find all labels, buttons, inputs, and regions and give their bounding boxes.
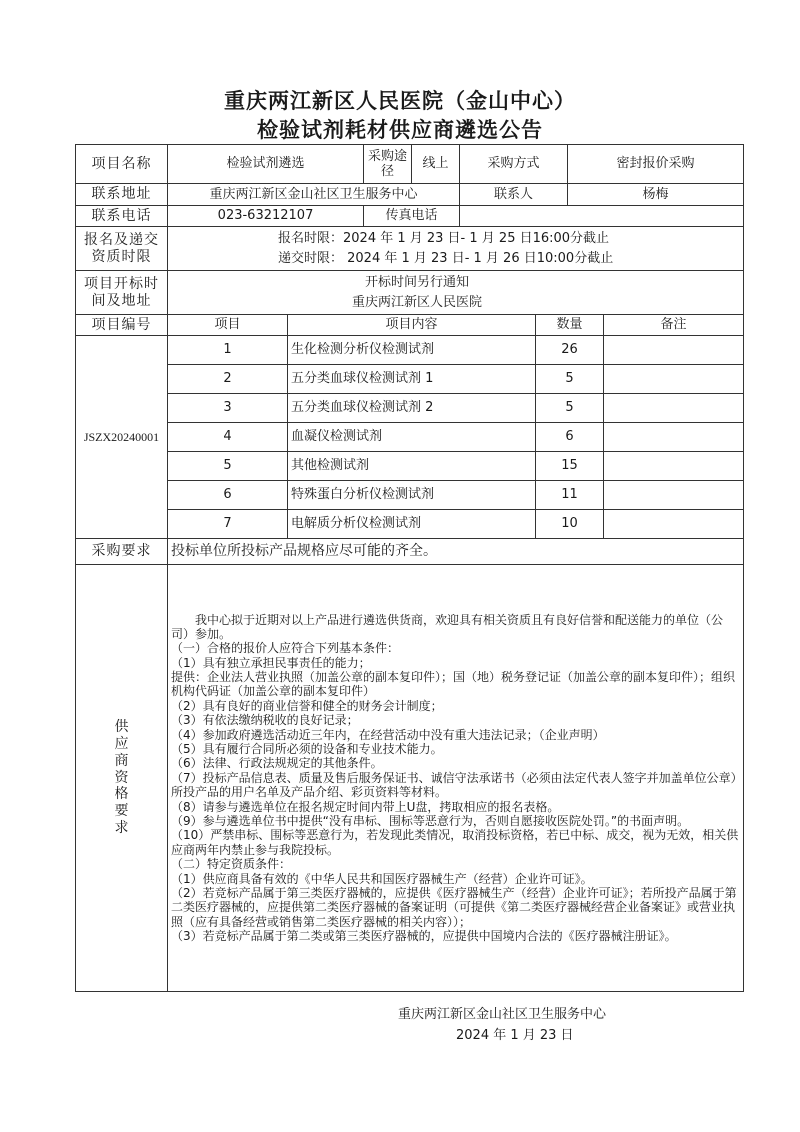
address-row xyxy=(76,184,744,206)
supplier-req-label xyxy=(76,565,168,992)
supplier-req-label-text xyxy=(79,719,164,837)
phone-value: 023-63212107 xyxy=(168,206,364,227)
procurement-channel-value: 线上 xyxy=(412,145,460,184)
item-no: 6 xyxy=(168,481,288,510)
procurement-method-label: 采购方式 xyxy=(460,145,568,184)
item-content: 血凝仪检测试剂 xyxy=(288,423,536,452)
supplier-req-label-char: 求 xyxy=(114,819,129,836)
item-content: 生化检测分析仪检测试剂 xyxy=(288,336,536,365)
supplier-req-label-char: 商 xyxy=(114,752,129,769)
item-qty: 5 xyxy=(536,394,604,423)
opening-value xyxy=(168,271,744,315)
phone-row xyxy=(76,206,744,227)
item-no: 1 xyxy=(168,336,288,365)
opening-row xyxy=(76,271,744,315)
req-paragraph: （6）法律、行政法规规定的其他条件。 xyxy=(171,756,383,771)
req-paragraph: 我中心拟于近期对以上产品进行遴选供货商，欢迎具有相关资质且有良好信誉和配送能力的单位（公司）参加。 xyxy=(171,612,724,641)
item-content: 其他检测试剂 xyxy=(288,452,536,481)
table-row xyxy=(76,336,744,365)
item-no: 4 xyxy=(168,423,288,452)
item-content: 特殊蛋白分析仪检测试剂 xyxy=(288,481,536,510)
opening-time: 开标时间另行通知 xyxy=(365,274,470,290)
table-row xyxy=(76,394,744,423)
table-row xyxy=(76,365,744,394)
header-row xyxy=(76,145,744,184)
supplier-req-label-char: 要 xyxy=(114,803,129,820)
opening-place: 重庆两江新区人民医院 xyxy=(352,294,483,310)
req-paragraph: （2）具有良好的商业信誉和健全的财务会计制度； xyxy=(171,698,443,713)
deadline-label: 报名及递交资质时限 xyxy=(76,227,168,271)
supplier-req-label-char: 格 xyxy=(114,786,129,803)
req-paragraph: （一）合格的报价人应符合下列基本条件： xyxy=(171,641,400,656)
purchase-req-text: 投标单位所投标产品规格应尽可能的齐全。 xyxy=(168,539,744,565)
req-paragraph: （1）供应商具备有效的《中华人民共和国医疗器械生产（经营）企业许可证》。 xyxy=(171,871,593,886)
signature-org: 重庆两江新区金山社区卫生服务中心 xyxy=(398,1007,607,1022)
table-row xyxy=(76,510,744,539)
req-paragraph: （1）具有独立承担民事责任的能力； xyxy=(171,655,371,670)
items-note-header: 备注 xyxy=(604,315,744,336)
item-no: 3 xyxy=(168,394,288,423)
req-paragraph: （9）参与遴选单位书中提供“没有串标、围标等恶意行为，否则自愿接收医院处罚。”的书面声明。 xyxy=(171,813,690,828)
item-qty: 5 xyxy=(536,365,604,394)
address-value: 重庆两江新区金山社区卫生服务中心 xyxy=(168,184,460,206)
req-paragraph: （4）参加政府遴选活动近三年内，在经营活动中没有重大违法记录；（企业声明） xyxy=(171,727,605,742)
supplier-req-row xyxy=(76,565,744,992)
item-qty: 11 xyxy=(536,481,604,510)
item-note xyxy=(604,336,744,365)
req-paragraph: （3）若竞标产品属于第二类或第三类医疗器械的，应提供中国境内合法的《医疗器械注册证》。 xyxy=(171,929,677,944)
supplier-req-label-char: 应 xyxy=(114,736,129,752)
req-paragraph: （8）请参与遴选单位在报名规定时间内带上U盘，拷取相应的报名表格。 xyxy=(171,799,560,814)
project-code: JSZX20240001 xyxy=(76,336,168,539)
item-note xyxy=(604,452,744,481)
item-no: 5 xyxy=(168,452,288,481)
req-paragraph: （2）若竞标产品属于第三类医疗器械的，应提供《医疗器械生产（经营）企业许可证》；若所投产品属于第二类医疗器械的，应提供第二类医疗器械的备案证明（可提供《第二类医疗器械经营企业备案证》或营业执照（应有具备经营或销售第二类医疗器械的相关内容））； xyxy=(171,885,737,929)
table-row xyxy=(76,452,744,481)
item-no: 7 xyxy=(168,510,288,539)
req-paragraph: 提供：企业法人营业执照（加盖公章的副本复印件）；国（地）税务登记证（加盖公章的副本复印件）；组织机构代码证（加盖公章的副本复印件） xyxy=(171,670,736,699)
project-name-value: 检验试剂遴选 xyxy=(168,145,364,184)
item-note xyxy=(604,365,744,394)
items-item-header: 项目 xyxy=(168,315,288,336)
items-qty-header: 数量 xyxy=(536,315,604,336)
procurement-method-value: 密封报价采购 xyxy=(568,145,744,184)
purchase-req-label: 采购要求 xyxy=(76,539,168,565)
supplier-req-label-char: 资 xyxy=(114,769,129,786)
item-note xyxy=(604,510,744,539)
item-qty: 15 xyxy=(536,452,604,481)
items-header-row xyxy=(76,315,744,336)
req-paragraph: （二）特定资质条件： xyxy=(171,857,292,872)
submission-deadline: 递交时限： 2024 年 1 月 23 日- 1 月 26 日10:00分截止 xyxy=(278,250,614,266)
opening-label: 项目开标时间及地址 xyxy=(76,271,168,315)
phone-label: 联系电话 xyxy=(76,206,168,227)
item-note xyxy=(604,423,744,452)
item-content: 电解质分析仪检测试剂 xyxy=(288,510,536,539)
signature-date: 2024 年 1 月 23 日 xyxy=(456,1028,574,1043)
req-paragraph: （5）具有履行合同所必须的设备和专业技术能力。 xyxy=(171,742,443,757)
contact-person-value: 杨梅 xyxy=(568,184,744,206)
fax-label: 传真电话 xyxy=(364,206,460,227)
deadline-row xyxy=(76,227,744,271)
item-qty: 10 xyxy=(536,510,604,539)
item-note xyxy=(604,394,744,423)
req-paragraph: （7）投标产品信息表、质量及售后服务保证书、诚信守法承诺书（必须由法定代表人签字并加盖单位公章）所投产品的用户名单及产品介绍、彩页资料等材料。 xyxy=(171,770,737,800)
deadline-value xyxy=(168,227,744,271)
document-title-line1: 重庆两江新区人民医院（金山中心） xyxy=(224,89,576,113)
item-no: 2 xyxy=(168,365,288,394)
address-label: 联系地址 xyxy=(76,184,168,206)
item-content: 五分类血球仪检测试剂 1 xyxy=(288,365,536,394)
announcement-table xyxy=(75,144,744,992)
req-paragraph: （10）严禁串标、围标等恶意行为，若发现此类情况，取消投标资格，若已中标、成交，视为无效，相关供应商两年内禁止参与我院投标。 xyxy=(171,828,739,857)
table-row xyxy=(76,481,744,510)
procurement-channel-label: 采购途径 xyxy=(364,145,412,184)
document-title-line2: 检验试剂耗材供应商遴选公告 xyxy=(257,118,543,142)
registration-deadline: 报名时限：2024 年 1 月 23 日- 1 月 25 日16:00分截止 xyxy=(278,230,610,246)
items-code-header: 项目编号 xyxy=(76,315,168,336)
item-qty: 26 xyxy=(536,336,604,365)
fax-value xyxy=(460,206,744,227)
table-row xyxy=(76,423,744,452)
purchase-req-row xyxy=(76,539,744,565)
project-name-label: 项目名称 xyxy=(76,145,168,184)
req-paragraph: （3）有依法缴纳税收的良好记录； xyxy=(171,713,359,728)
items-content-header: 项目内容 xyxy=(288,315,536,336)
item-qty: 6 xyxy=(536,423,604,452)
supplier-req-label-char: 供 xyxy=(114,719,129,736)
item-note xyxy=(604,481,744,510)
contact-person-label: 联系人 xyxy=(460,184,568,206)
supplier-req-text xyxy=(168,565,744,992)
item-content: 五分类血球仪检测试剂 2 xyxy=(288,394,536,423)
